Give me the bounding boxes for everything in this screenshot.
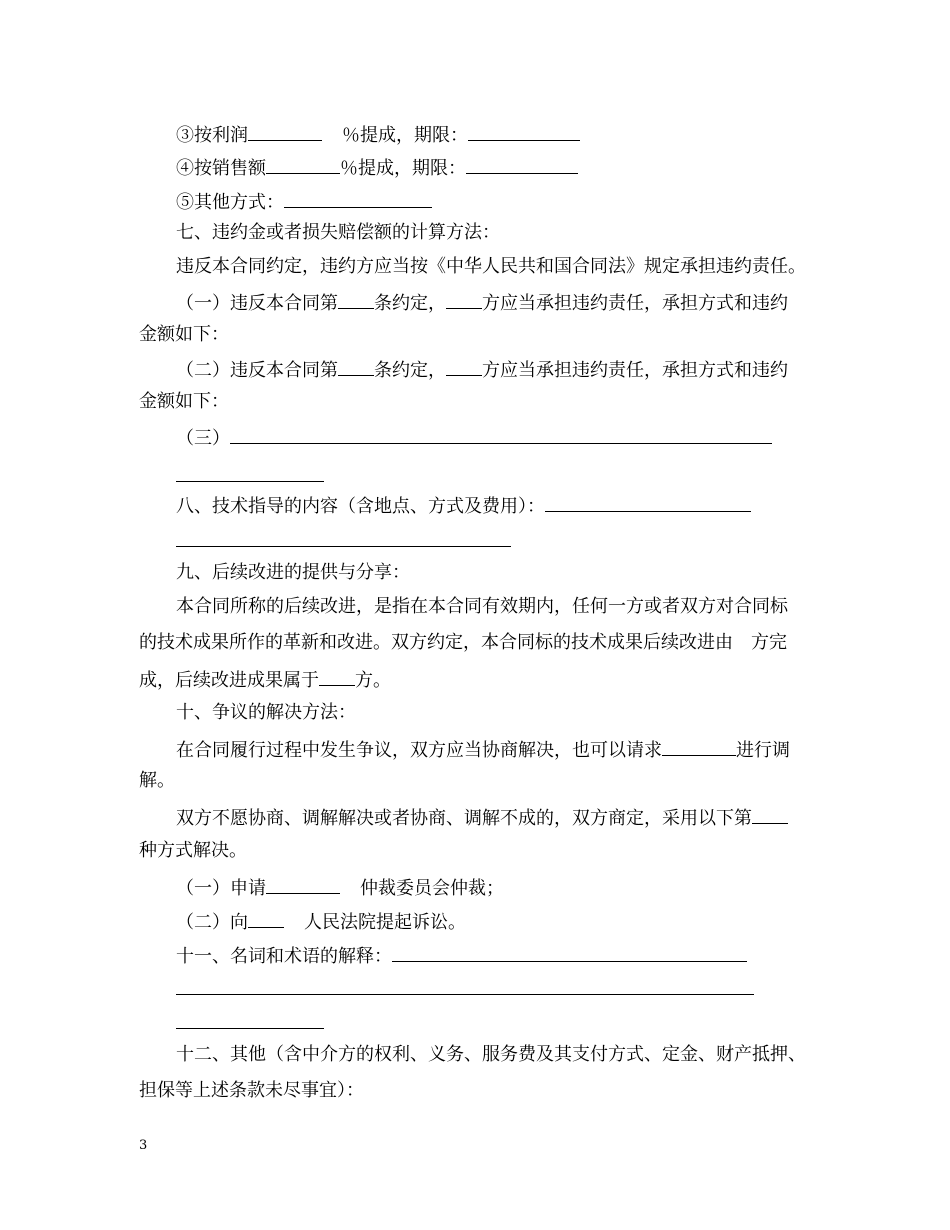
section-12-text: 担保等上述条款未尽事宜）： [139,1080,364,1101]
blank-field [446,356,482,376]
text: 十一、名词和术语的解释： [176,946,392,967]
blank-field [319,666,355,686]
clause-7-3 [176,424,772,451]
blank-field [248,908,284,928]
section-12-heading: 十二、其他（含中介方的权利、义务、服务费及其支付方式、定金、财产抵押、 [176,1044,806,1065]
section-9-text: 本合同所称的后续改进，是指在本合同有效期内，任何一方或者双方对合同标 [176,596,788,617]
section-7-heading: 七、违约金或者损失赔偿额的计算方法： [176,222,500,243]
blank-field [466,154,578,174]
section-9-heading: 九、后续改进的提供与分享： [176,562,410,583]
blank-field [662,736,736,756]
section-10-text [176,736,790,763]
clause-7-2 [176,356,788,383]
section-10-text [176,804,788,831]
text: 方应当承担违约责任，承担方式和违约 [482,293,788,314]
blank-field [338,289,374,309]
blank-field [752,804,788,824]
text: 成，后续改进成果属于 [139,670,319,691]
text: ④按销售额 [176,158,266,179]
clause-7-2-cont: 金额如下： [139,391,229,412]
text: 人民法院提起诉讼。 [304,912,466,933]
section-10-text: 解。 [139,770,175,791]
blank-field [230,424,772,444]
clause-sales-share [176,154,578,181]
text: （三） [176,428,230,449]
text: 方应当承担违约责任，承担方式和违约 [482,360,788,381]
text: 在合同履行过程中发生争议，双方应当协商解决，也可以请求 [176,740,662,761]
text: （二）违反本合同第 [176,360,338,381]
blank-field [392,942,747,962]
blank-field [338,356,374,376]
clause-10-1 [176,874,504,901]
text: 仲裁委员会仲裁； [360,878,504,899]
blank-field [248,121,322,141]
clause-7-1 [176,289,788,316]
page-number: 3 [139,1138,148,1153]
blank-field [446,289,482,309]
blank-field [545,492,751,512]
clause-7-1-cont: 金额如下： [139,324,229,345]
blank-line [176,994,754,995]
clause-10-2 [176,908,466,935]
section-8-heading [176,492,751,519]
blank-line [176,481,324,482]
section-7-text: 违反本合同约定，违约方应当按《中华人民共和国合同法》规定承担违约责任。 [176,256,806,277]
section-9-text: 的技术成果所作的革新和改进。双方约定，本合同标的技术成果后续改进由 方完 [139,632,787,653]
section-11-heading [176,942,747,969]
text: （一）申请 [176,878,266,899]
text: ％提成，期限： [342,125,468,146]
text: （二）向 [176,912,248,933]
text: 条约定， [374,293,446,314]
text: 进行调 [736,740,790,761]
text: ⑤其他方式： [176,192,284,213]
blank-field [266,154,340,174]
blank-line [176,546,511,547]
text: 方。 [355,670,391,691]
section-10-text: 种方式解决。 [139,840,247,861]
text: 条约定， [374,360,446,381]
clause-other-method [176,188,432,215]
text: ％提成，期限： [340,158,466,179]
blank-field [284,188,432,208]
section-10-heading: 十、争议的解决方法： [176,702,356,723]
text: ③按利润 [176,125,248,146]
blank-field [266,874,340,894]
section-9-text [139,666,391,693]
text: （一）违反本合同第 [176,293,338,314]
text: 双方不愿协商、调解解决或者协商、调解不成的，双方商定，采用以下第 [176,808,752,829]
blank-field [468,121,580,141]
clause-profit-share [176,121,580,148]
text: 八、技术指导的内容（含地点、方式及费用）： [176,496,545,517]
blank-line [176,1028,324,1029]
